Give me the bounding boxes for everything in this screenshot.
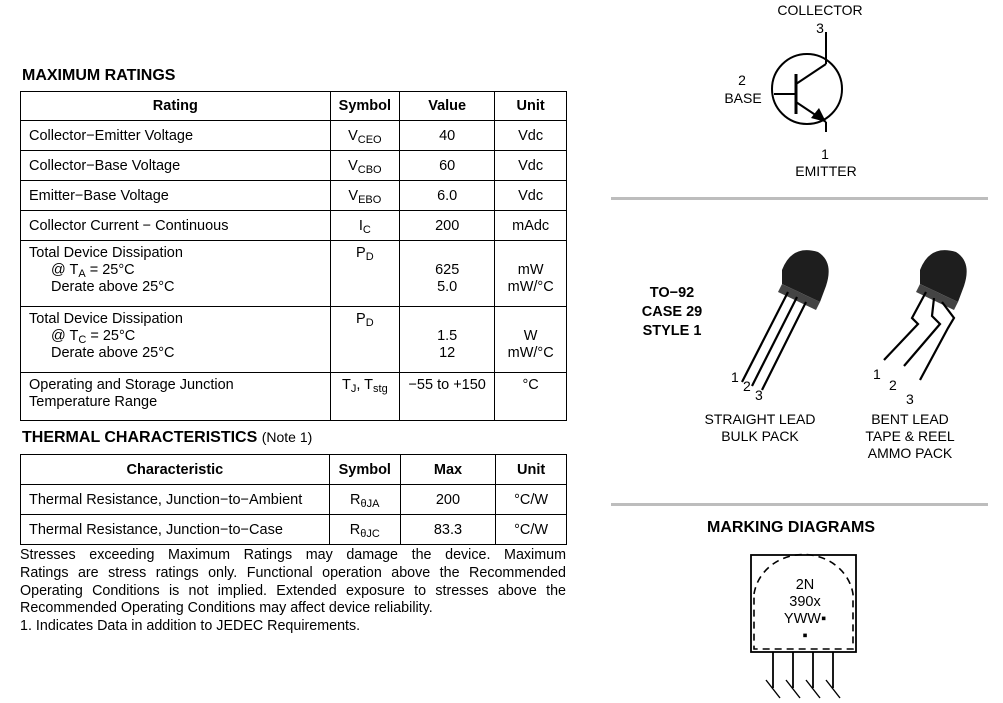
table-header-row xyxy=(21,455,567,485)
value-cell: 60 xyxy=(400,151,495,181)
header-max: Max xyxy=(400,455,495,485)
collector-pin-number: 3 xyxy=(816,20,824,36)
package-type: TO−92 CASE 29 STYLE 1 xyxy=(641,285,703,339)
unit-cell: W mW/°C xyxy=(495,307,567,373)
table-row xyxy=(21,485,567,515)
rating-cell: Collector−Emitter Voltage xyxy=(21,121,331,151)
straight-pin-1: 1 xyxy=(731,369,739,385)
symbol-cell: $R_{\theta JC}$ xyxy=(329,515,400,545)
symbol-cell: $I_C$ xyxy=(330,211,399,241)
header-rating: Rating xyxy=(21,92,331,121)
table-row xyxy=(21,181,567,211)
header-symbol: Symbol xyxy=(330,92,399,121)
value-cell: 1.5 12 xyxy=(400,307,495,373)
symbol-cell: $P_D$ xyxy=(330,307,399,373)
unit-cell: mW mW/°C xyxy=(495,241,567,307)
rating-cell: Total Device Dissipation @ $T_A = 25^\circ C$ Derate above 25°C xyxy=(21,241,331,307)
stress-notice: Stresses exceeding Maximum Ratings may damage the device. Maximum Ratings are stress ratings only. Functional operation above the Recommended Operating Conditions is not implied. Extended exposure to stresses above the Recommended Operating Conditions may affect device reliability. 1. Indicates Data in addition to JEDEC Requirements. xyxy=(20,547,566,635)
base-label: BASE xyxy=(724,90,762,106)
max-cell: 83.3 xyxy=(400,515,495,545)
bent-lead-caption: BENT LEAD TAPE & REEL AMMO PACK xyxy=(865,411,955,461)
unit-cell: Vdc xyxy=(495,121,567,151)
max-ratings-table xyxy=(20,91,567,421)
characteristic-cell: Thermal Resistance, Junction−to−Ambient xyxy=(21,485,330,515)
bent-pin-2: 2 xyxy=(889,377,897,393)
header-characteristic: Characteristic xyxy=(21,455,330,485)
section-divider xyxy=(611,503,988,506)
bent-pin-1: 1 xyxy=(873,366,881,382)
bent-lead-package-image xyxy=(870,240,990,405)
rating-cell: Collector Current − Continuous xyxy=(21,211,331,241)
unit-cell: mAdc xyxy=(495,211,567,241)
table-row xyxy=(21,373,567,421)
value-cell: 40 xyxy=(400,121,495,151)
bent-pin-3: 3 xyxy=(906,391,914,407)
symbol-cell: $V_{EBO}$ xyxy=(330,181,399,211)
rating-cell: Total Device Dissipation @ $T_C = 25^\circ C$ Derate above 25°C xyxy=(21,307,331,373)
base-pin-number: 2 xyxy=(738,72,746,88)
table-row xyxy=(21,151,567,181)
unit-cell: °C/W xyxy=(496,485,567,515)
value-cell: −55 to +150 xyxy=(400,373,495,421)
table-row xyxy=(21,515,567,545)
straight-lead-caption: STRAIGHT LEAD BULK PACK xyxy=(704,411,816,444)
table-row xyxy=(21,307,567,373)
symbol-cell: $R_{\theta JA}$ xyxy=(329,485,400,515)
thermal-note-ref: (Note 1) xyxy=(261,429,313,445)
symbol-cell: $T_J$, $T_{stg}$ xyxy=(330,373,399,421)
unit-cell: Vdc xyxy=(495,181,567,211)
marking-text: 2N 390x YWW▪ ▪ xyxy=(783,577,827,644)
section-divider xyxy=(611,197,988,200)
footnote-1: 1. Indicates Data in addition to JEDEC Requirements. xyxy=(20,618,361,635)
unit-cell: °C xyxy=(495,373,567,421)
unit-cell: °C/W xyxy=(496,515,567,545)
marking-diagrams-title: MARKING DIAGRAMS xyxy=(707,519,875,536)
thermal-title-row xyxy=(22,429,312,447)
collector-label: COLLECTOR xyxy=(777,2,863,18)
header-symbol: Symbol xyxy=(329,455,400,485)
header-value: Value xyxy=(400,92,495,121)
thermal-table xyxy=(20,454,567,545)
rating-cell: Emitter−Base Voltage xyxy=(21,181,331,211)
straight-pin-3: 3 xyxy=(755,387,763,403)
symbol-cell: $V_{CEO}$ xyxy=(330,121,399,151)
header-unit: Unit xyxy=(495,92,567,121)
symbol-cell: $V_{CBO}$ xyxy=(330,151,399,181)
symbol-cell: $P_D$ xyxy=(330,241,399,307)
max-ratings-title: MAXIMUM RATINGS xyxy=(22,67,176,84)
value-cell: 200 xyxy=(400,211,495,241)
table-row xyxy=(21,241,567,307)
rating-cell: Operating and Storage Junction Temperature Range xyxy=(21,373,331,421)
table-row xyxy=(21,211,567,241)
table-header-row xyxy=(21,92,567,121)
header-unit: Unit xyxy=(496,455,567,485)
thermal-title: THERMAL CHARACTERISTICS xyxy=(22,429,258,446)
table-row xyxy=(21,121,567,151)
characteristic-cell: Thermal Resistance, Junction−to−Case xyxy=(21,515,330,545)
npn-transistor-symbol xyxy=(730,30,870,150)
rating-cell: Collector−Base Voltage xyxy=(21,151,331,181)
emitter-pin-number: 1 xyxy=(821,146,829,162)
value-cell: 625 5.0 xyxy=(400,241,495,307)
unit-cell: Vdc xyxy=(495,151,567,181)
value-cell: 6.0 xyxy=(400,181,495,211)
max-cell: 200 xyxy=(400,485,495,515)
emitter-label: EMITTER xyxy=(795,163,857,179)
straight-pin-2: 2 xyxy=(743,378,751,394)
